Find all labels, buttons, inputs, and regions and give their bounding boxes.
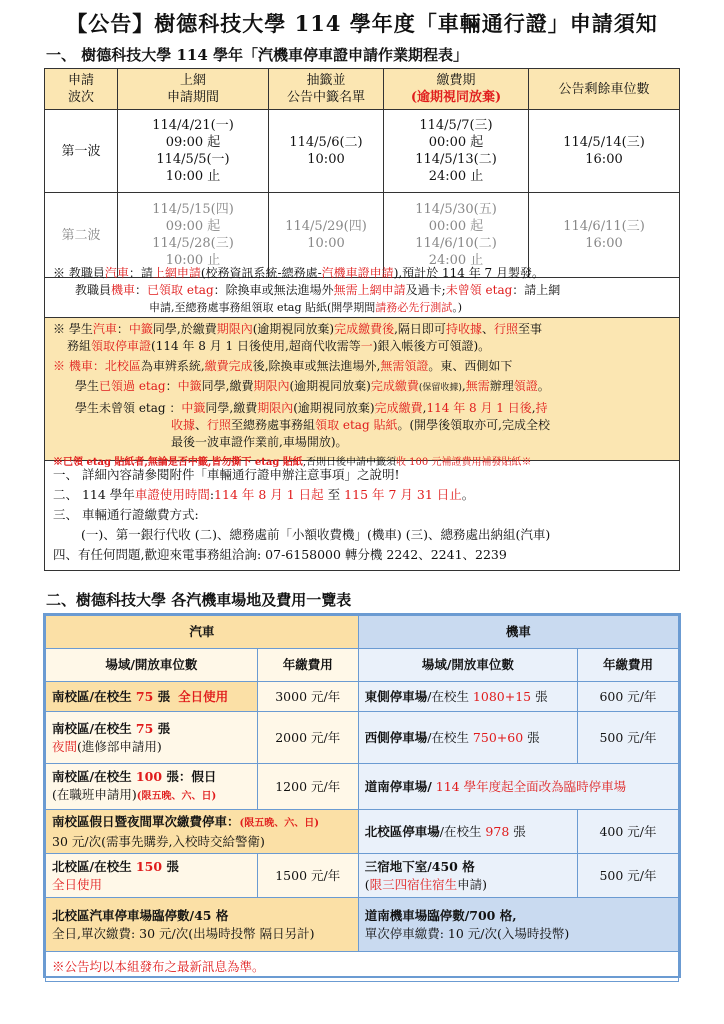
student-car-note: ※ 學生汽車：中籤同學,於繳費期限內(逾期視同放棄)完成繳費後,隔日即可持收據、行照至事	[53, 322, 542, 336]
car-area-cell: 南校區/在校生 75 張 夜間(進修部申請用)	[46, 712, 258, 764]
note-item-3: 三、 車輛通行證繳費方式:	[53, 507, 199, 522]
car-fee-cell: 3000 元/年	[257, 682, 358, 712]
staff-bike-note-cont: 申請,至總務處事務組領取 etag 貼紙(開學期間請務必先行測試。)	[149, 301, 463, 314]
bike-area-cell: 道南停車場/ 114 學年度起全面改為臨時停車場	[358, 764, 678, 810]
table-row	[46, 810, 679, 854]
car-fee-cell: 1200 元/年	[257, 764, 358, 810]
staff-car-note: ※ 教職員汽車：請上網申請(校務資訊系統-總務處-汽機車證申請),預計於 114 年 7 月製發。	[53, 266, 544, 280]
car-col-area: 場域/開放車位數	[46, 649, 258, 682]
apply-cell: 114/5/15(四) 09:00 起 114/5/28(三) 10:00 止	[118, 193, 269, 278]
car-fee-cell: 2000 元/年	[257, 712, 358, 764]
bike-area-cell: 西側停車場/在校生 750+60 張	[358, 712, 577, 764]
col-pay: 繳費期 (逾期視同放棄)	[384, 69, 529, 110]
wave-cell: 第二波	[45, 193, 118, 278]
car-fee-cell: 1500 元/年	[257, 854, 358, 898]
bike-fee-cell: 600 元/年	[578, 682, 679, 712]
staff-notes	[44, 262, 680, 318]
table-row	[46, 952, 679, 982]
remain-cell: 114/5/14(三) 16:00	[529, 110, 680, 193]
car-area-cell: 南校區/在校生 100 張：假日 (在職班申請用)(限五晚、六、日)	[46, 764, 258, 810]
bike-area-cell: 道南機車場臨停數/700 格, 單次停車繳費: 10 元/次(入場時投幣)	[358, 898, 678, 952]
student-etag-note: 學生已領過 etag：中籤同學,繳費期限內(逾期視同放棄)完成繳費(保留收據),無需辦理領證。	[75, 379, 550, 393]
bike-col-fee: 年繳費用	[578, 649, 679, 682]
car-area-cell: 北校區/在校生 150 張 全日使用	[46, 854, 258, 898]
note-item-2: 二、 114 學年車證使用時間:114 年 8 月 1 日起 至 115 年 7 月 31 日止。	[53, 487, 475, 502]
remain-cell: 114/6/11(三) 16:00	[529, 193, 680, 278]
bike-title: 機車	[358, 616, 678, 649]
bike-fee-cell: 500 元/年	[578, 854, 679, 898]
schedule-table	[44, 68, 680, 278]
col-remain: 公告剩餘車位數	[529, 69, 680, 110]
table-row	[46, 898, 679, 952]
car-area-cell: 北校區汽車停車場臨停數/45 格 全日,單次繳費: 30 元/次(出場時投幣 隔日另計)	[46, 898, 359, 952]
bike-fee-cell: 400 元/年	[578, 810, 679, 854]
pay-cell: 114/5/30(五) 00:00 起 114/6/10(二) 24:00 止	[384, 193, 529, 278]
page-title: 【公告】樹德科技大學 114 學年度「車輛通行證」申請須知	[66, 11, 658, 36]
note-item-1: 一、 詳細內容請參閱附件「車輛通行證申辦注意事項」之說明!	[53, 467, 400, 482]
student-car-note-cont: 務組領取停車證(114 年 8 月 1 日後使用,超商代收需等一)銀入帳後方可領證)。	[67, 339, 491, 353]
table-row	[46, 682, 679, 712]
fee-table	[43, 613, 681, 978]
wave-cell: 第一波	[45, 110, 118, 193]
staff-bike-note: 教職員機車：已領取 etag：除換車或無法進場外無需上網申請及過卡;未曾領 etag：請上網	[75, 283, 561, 297]
table-row	[46, 764, 679, 810]
car-area-cell: 南校區/在校生 75 張 全日使用	[46, 682, 258, 712]
section1-heading: 一、 樹德科技大學 114 學年「汽機車停車證申請作業期程表」	[46, 46, 468, 64]
student-notes	[44, 318, 680, 468]
car-area-cell: 南校區假日暨夜間單次繳費停車：(限五晚、六、日) 30 元/次(需事先購券,入校時交給警衛)	[46, 810, 359, 854]
note-item-4: 四、有任何問題,歡迎來電事務組洽詢: 07-6158000 轉分機 2242、2241、2239	[53, 547, 507, 562]
student-no-etag-note-end: 最後一波車證作業前,車場開放)。	[171, 435, 348, 449]
section2-heading: 二、樹德科技大學 各汽機車場地及費用一覽表	[46, 591, 352, 609]
bike-col-area: 場域/開放車位數	[358, 649, 577, 682]
draw-cell: 114/5/6(二) 10:00	[269, 110, 384, 193]
student-bike-note: ※ 機車：北校區為車辨系統,繳費完成後,除換車或無法進場外,無需領證。東、西側如下	[53, 359, 513, 373]
col-draw: 抽籤並 公告中籤名單	[269, 69, 384, 110]
bike-area-cell: 東側停車場/在校生 1080+15 張	[358, 682, 577, 712]
col-apply: 上網 申請期間	[118, 69, 269, 110]
student-no-etag-note: 學生未曾領 etag ：中籤同學,繳費期限內(逾期視同放棄)完成繳費,114 年 8 月 1 日後,持	[75, 401, 548, 415]
bike-fee-cell: 500 元/年	[578, 712, 679, 764]
note-item-3-detail: (一)、第一銀行代收 (二)、總務處前「小額收費機」(機車) (三)、總務處出納組(汽車)	[81, 527, 551, 542]
draw-cell: 114/5/29(四) 10:00	[269, 193, 384, 278]
pay-cell: 114/5/7(三) 00:00 起 114/5/13(二) 24:00 止	[384, 110, 529, 193]
table-row	[45, 110, 680, 193]
table-row	[46, 712, 679, 764]
apply-cell: 114/4/21(一) 09:00 起 114/5/5(一) 10:00 止	[118, 110, 269, 193]
table-row	[46, 854, 679, 898]
bike-area-cell: 北校區停車場/在校生 978 張	[358, 810, 577, 854]
car-title: 汽車	[46, 616, 359, 649]
fee-footer-note: ※公告均以本組發布之最新訊息為準。	[46, 952, 679, 982]
col-wave: 申請 波次	[45, 69, 118, 110]
car-col-fee: 年繳費用	[257, 649, 358, 682]
bike-area-cell: 三宿地下室/450 格 (限三四宿住宿生申請)	[358, 854, 577, 898]
student-no-etag-note-cont: 收據、行照至總務處事務組領取 etag 貼紙。(開學後領取亦可,完成全校	[171, 418, 550, 432]
general-notes	[44, 461, 680, 571]
etag-warning: ※已領 etag 貼紙者,無論是否中籤,皆勿撕下 etag 貼紙,否則日後申請中籤須收 100 元補證費用補發貼紙※	[53, 457, 532, 468]
